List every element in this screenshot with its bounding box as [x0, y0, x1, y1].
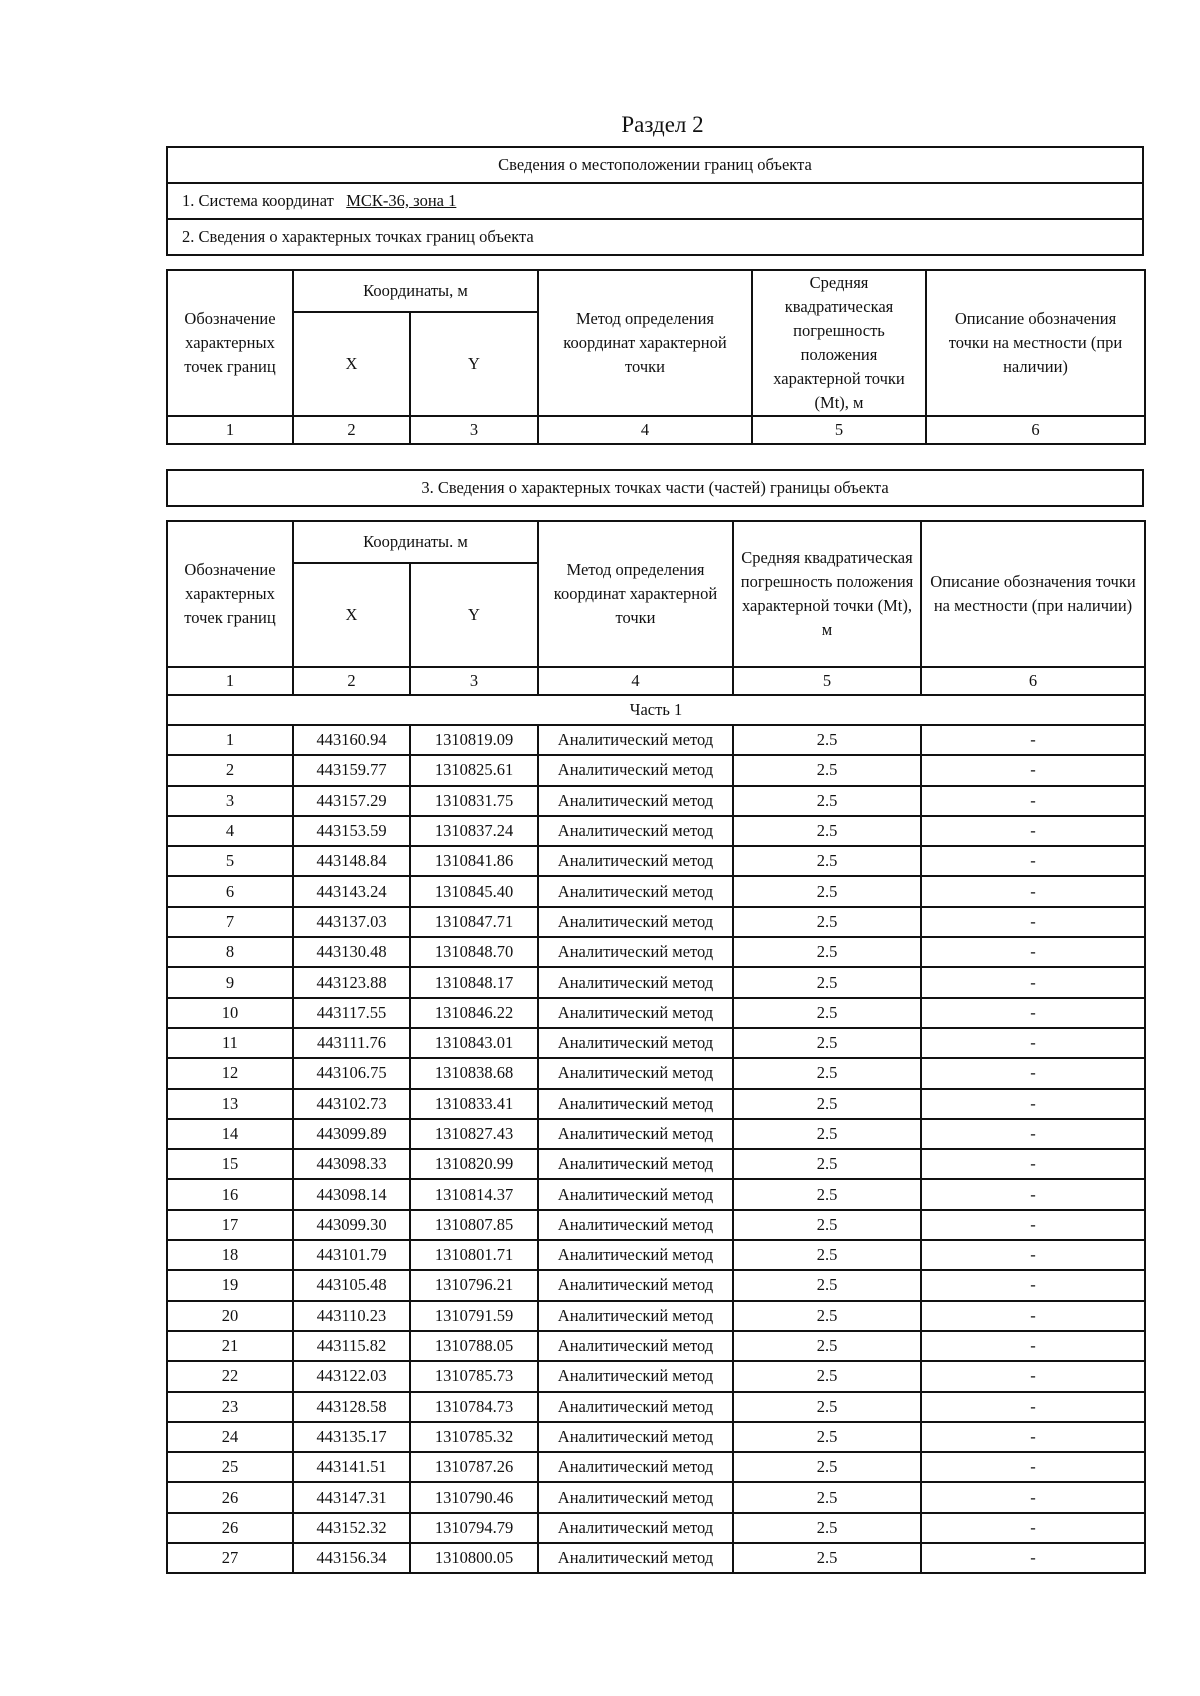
row-description: -	[921, 907, 1145, 937]
row-mt: 2.5	[733, 846, 921, 876]
row-point-number: 10	[167, 998, 293, 1028]
col-header-x: X	[293, 312, 410, 416]
row-mt: 2.5	[733, 1543, 921, 1573]
row-mt: 2.5	[733, 1210, 921, 1240]
table-row	[167, 1482, 1145, 1512]
location-info-box	[166, 146, 1144, 256]
row-method: Аналитический метод	[538, 1149, 733, 1179]
row-y: 1310846.22	[410, 998, 538, 1028]
table-row	[167, 1149, 1145, 1179]
row-x: 443148.84	[293, 846, 410, 876]
row-y: 1310837.24	[410, 816, 538, 846]
row-x: 443157.29	[293, 786, 410, 816]
row-x: 443141.51	[293, 1452, 410, 1482]
table-row	[167, 1513, 1145, 1543]
col-number: 2	[293, 667, 410, 695]
row-description: -	[921, 846, 1145, 876]
row-point-number: 12	[167, 1058, 293, 1088]
row-x: 443130.48	[293, 937, 410, 967]
row-description: -	[921, 998, 1145, 1028]
row-y: 1310788.05	[410, 1331, 538, 1361]
row-method: Аналитический метод	[538, 846, 733, 876]
row-mt: 2.5	[733, 876, 921, 906]
coordinate-system-row	[167, 183, 1143, 219]
row-y: 1310848.70	[410, 937, 538, 967]
row-x: 443152.32	[293, 1513, 410, 1543]
row-method: Аналитический метод	[538, 1543, 733, 1573]
row-point-number: 2	[167, 755, 293, 785]
col-number: 5	[733, 667, 921, 695]
row-point-number: 26	[167, 1482, 293, 1512]
row-y: 1310848.17	[410, 967, 538, 997]
row-mt: 2.5	[733, 725, 921, 755]
row-method: Аналитический метод	[538, 1452, 733, 1482]
row-description: -	[921, 1422, 1145, 1452]
row-description: -	[921, 1058, 1145, 1088]
row-point-number: 17	[167, 1210, 293, 1240]
row-x: 443111.76	[293, 1028, 410, 1058]
row-y: 1310841.86	[410, 846, 538, 876]
row-x: 443105.48	[293, 1270, 410, 1300]
row-description: -	[921, 1089, 1145, 1119]
table-row	[167, 1210, 1145, 1240]
row-method: Аналитический метод	[538, 816, 733, 846]
row-description: -	[921, 1119, 1145, 1149]
row-method: Аналитический метод	[538, 1361, 733, 1391]
table-row	[167, 876, 1145, 906]
col-header-method: Метод определения координат характерной точки	[538, 270, 752, 416]
row-method: Аналитический метод	[538, 1179, 733, 1209]
row-method: Аналитический метод	[538, 1058, 733, 1088]
row-y: 1310785.32	[410, 1422, 538, 1452]
row-description: -	[921, 1179, 1145, 1209]
col-number: 4	[538, 416, 752, 444]
row-x: 443099.30	[293, 1210, 410, 1240]
table-row	[167, 998, 1145, 1028]
row-point-number: 6	[167, 876, 293, 906]
row-mt: 2.5	[733, 1058, 921, 1088]
row-description: -	[921, 1149, 1145, 1179]
row-method: Аналитический метод	[538, 1119, 733, 1149]
row-method: Аналитический метод	[538, 1028, 733, 1058]
table-row	[167, 1392, 1145, 1422]
table-row	[167, 1028, 1145, 1058]
row-mt: 2.5	[733, 1301, 921, 1331]
row-method: Аналитический метод	[538, 1301, 733, 1331]
row-method: Аналитический метод	[538, 967, 733, 997]
row-point-number: 24	[167, 1422, 293, 1452]
row-y: 1310825.61	[410, 755, 538, 785]
row-method: Аналитический метод	[538, 998, 733, 1028]
part-points-table	[166, 520, 1146, 1574]
row-point-number: 7	[167, 907, 293, 937]
row-mt: 2.5	[733, 907, 921, 937]
row-point-number: 16	[167, 1179, 293, 1209]
col-header-error: Средняя квадратическая погрешность положения характерной точки (Mt), м	[733, 521, 921, 667]
boundary-points-table	[166, 269, 1146, 445]
row-method: Аналитический метод	[538, 1089, 733, 1119]
col-header-method: Метод определения координат характерной точки	[538, 521, 733, 667]
col-header-point: Обозначение характерных точек границ	[167, 270, 293, 416]
row-mt: 2.5	[733, 1452, 921, 1482]
row-mt: 2.5	[733, 1028, 921, 1058]
row-method: Аналитический метод	[538, 937, 733, 967]
row-x: 443117.55	[293, 998, 410, 1028]
row-mt: 2.5	[733, 1240, 921, 1270]
table-row	[167, 1422, 1145, 1452]
row-x: 443147.31	[293, 1482, 410, 1512]
part-label: Часть 1	[167, 695, 1145, 725]
row-x: 443110.23	[293, 1301, 410, 1331]
row-x: 443143.24	[293, 876, 410, 906]
row-point-number: 9	[167, 967, 293, 997]
table-row	[167, 725, 1145, 755]
row-description: -	[921, 937, 1145, 967]
row-y: 1310833.41	[410, 1089, 538, 1119]
col-header-y: Y	[410, 563, 538, 667]
row-method: Аналитический метод	[538, 1270, 733, 1300]
row-y: 1310827.43	[410, 1119, 538, 1149]
col-number: 4	[538, 667, 733, 695]
row-x: 443153.59	[293, 816, 410, 846]
row-point-number: 22	[167, 1361, 293, 1391]
row-x: 443115.82	[293, 1331, 410, 1361]
row-point-number: 18	[167, 1240, 293, 1270]
row-method: Аналитический метод	[538, 1210, 733, 1240]
row-description: -	[921, 786, 1145, 816]
row-point-number: 14	[167, 1119, 293, 1149]
row-mt: 2.5	[733, 1149, 921, 1179]
row-x: 443106.75	[293, 1058, 410, 1088]
row-description: -	[921, 1210, 1145, 1240]
table-row	[167, 1331, 1145, 1361]
row-method: Аналитический метод	[538, 1392, 733, 1422]
row-description: -	[921, 816, 1145, 846]
row-y: 1310801.71	[410, 1240, 538, 1270]
row-y: 1310791.59	[410, 1301, 538, 1331]
row-description: -	[921, 755, 1145, 785]
table-row	[167, 1119, 1145, 1149]
row-x: 443098.14	[293, 1179, 410, 1209]
row-description: -	[921, 1513, 1145, 1543]
row-x: 443123.88	[293, 967, 410, 997]
table-row	[167, 755, 1145, 785]
row-description: -	[921, 1361, 1145, 1391]
row-point-number: 23	[167, 1392, 293, 1422]
col-number: 6	[921, 667, 1145, 695]
row-method: Аналитический метод	[538, 876, 733, 906]
table-row	[167, 1058, 1145, 1088]
row-description: -	[921, 1331, 1145, 1361]
row-point-number: 20	[167, 1301, 293, 1331]
row-description: -	[921, 1452, 1145, 1482]
row-x: 443160.94	[293, 725, 410, 755]
row-mt: 2.5	[733, 1331, 921, 1361]
row-method: Аналитический метод	[538, 1422, 733, 1452]
row-y: 1310831.75	[410, 786, 538, 816]
row-x: 443102.73	[293, 1089, 410, 1119]
row-mt: 2.5	[733, 1089, 921, 1119]
row-mt: 2.5	[733, 967, 921, 997]
table-row	[167, 1089, 1145, 1119]
col-number: 1	[167, 667, 293, 695]
row-point-number: 8	[167, 937, 293, 967]
row-method: Аналитический метод	[538, 1331, 733, 1361]
table-row	[167, 1452, 1145, 1482]
col-number: 6	[926, 416, 1145, 444]
table-row	[167, 1240, 1145, 1270]
row-mt: 2.5	[733, 1119, 921, 1149]
row-method: Аналитический метод	[538, 725, 733, 755]
row-description: -	[921, 1270, 1145, 1300]
row-method: Аналитический метод	[538, 786, 733, 816]
row-y: 1310800.05	[410, 1543, 538, 1573]
row-x: 443128.58	[293, 1392, 410, 1422]
row-description: -	[921, 1543, 1145, 1573]
table-row	[167, 846, 1145, 876]
row-method: Аналитический метод	[538, 755, 733, 785]
table-row	[167, 786, 1145, 816]
row-method: Аналитический метод	[538, 907, 733, 937]
row-y: 1310807.85	[410, 1210, 538, 1240]
row-mt: 2.5	[733, 1513, 921, 1543]
row-x: 443135.17	[293, 1422, 410, 1452]
table-row	[167, 1270, 1145, 1300]
row-point-number: 25	[167, 1452, 293, 1482]
row-x: 443099.89	[293, 1119, 410, 1149]
row-point-number: 27	[167, 1543, 293, 1573]
col-header-description: Описание обозначения точки на местности (при наличии)	[921, 521, 1145, 667]
part-heading-box	[166, 469, 1144, 507]
row-x: 443137.03	[293, 907, 410, 937]
col-header-coords: Координаты. м	[293, 521, 538, 563]
col-number: 3	[410, 667, 538, 695]
row-y: 1310796.21	[410, 1270, 538, 1300]
col-number: 5	[752, 416, 926, 444]
row-description: -	[921, 1240, 1145, 1270]
table-row	[167, 1543, 1145, 1573]
table-row	[167, 937, 1145, 967]
row-point-number: 21	[167, 1331, 293, 1361]
row-y: 1310847.71	[410, 907, 538, 937]
row-mt: 2.5	[733, 1422, 921, 1452]
col-number: 2	[293, 416, 410, 444]
row-x: 443156.34	[293, 1543, 410, 1573]
row-description: -	[921, 725, 1145, 755]
row-point-number: 5	[167, 846, 293, 876]
table-row	[167, 1179, 1145, 1209]
row-y: 1310794.79	[410, 1513, 538, 1543]
row-method: Аналитический метод	[538, 1513, 733, 1543]
row-mt: 2.5	[733, 816, 921, 846]
row-point-number: 13	[167, 1089, 293, 1119]
col-header-error: Средняя квадратическая погрешность положения характерной точки (Mt), м	[752, 270, 926, 416]
row-mt: 2.5	[733, 998, 921, 1028]
row-y: 1310838.68	[410, 1058, 538, 1088]
row-point-number: 3	[167, 786, 293, 816]
row-mt: 2.5	[733, 786, 921, 816]
row-x: 443098.33	[293, 1149, 410, 1179]
location-heading: Сведения о местоположении границ объекта	[167, 147, 1143, 183]
row-x: 443122.03	[293, 1361, 410, 1391]
col-number: 3	[410, 416, 538, 444]
table-row	[167, 967, 1145, 997]
row-mt: 2.5	[733, 1270, 921, 1300]
col-header-coords: Координаты, м	[293, 270, 538, 312]
col-header-description: Описание обозначения точки на местности (при наличии)	[926, 270, 1145, 416]
row-y: 1310819.09	[410, 725, 538, 755]
row-mt: 2.5	[733, 755, 921, 785]
row-y: 1310790.46	[410, 1482, 538, 1512]
row-y: 1310845.40	[410, 876, 538, 906]
row-description: -	[921, 1028, 1145, 1058]
row-point-number: 11	[167, 1028, 293, 1058]
table-row	[167, 1301, 1145, 1331]
row-y: 1310787.26	[410, 1452, 538, 1482]
row-point-number: 4	[167, 816, 293, 846]
row-y: 1310814.37	[410, 1179, 538, 1209]
col-number: 1	[167, 416, 293, 444]
col-header-x: X	[293, 563, 410, 667]
coordinate-system-value: МСК-36, зона 1	[346, 191, 457, 210]
row-x: 443101.79	[293, 1240, 410, 1270]
row-description: -	[921, 1392, 1145, 1422]
row-point-number: 1	[167, 725, 293, 755]
coordinate-system-label: 1. Система координат	[182, 191, 334, 210]
row-description: -	[921, 967, 1145, 997]
points-heading: 2. Сведения о характерных точках границ объекта	[167, 219, 1143, 255]
row-method: Аналитический метод	[538, 1482, 733, 1512]
row-y: 1310820.99	[410, 1149, 538, 1179]
row-point-number: 26	[167, 1513, 293, 1543]
row-mt: 2.5	[733, 1361, 921, 1391]
row-y: 1310784.73	[410, 1392, 538, 1422]
row-mt: 2.5	[733, 1392, 921, 1422]
row-description: -	[921, 1482, 1145, 1512]
row-method: Аналитический метод	[538, 1240, 733, 1270]
row-y: 1310843.01	[410, 1028, 538, 1058]
row-x: 443159.77	[293, 755, 410, 785]
table-row	[167, 1361, 1145, 1391]
col-header-point: Обозначение характерных точек границ	[167, 521, 293, 667]
col-header-y: Y	[410, 312, 538, 416]
table-row	[167, 816, 1145, 846]
row-mt: 2.5	[733, 1179, 921, 1209]
row-mt: 2.5	[733, 937, 921, 967]
row-description: -	[921, 876, 1145, 906]
row-point-number: 19	[167, 1270, 293, 1300]
table-row	[167, 907, 1145, 937]
section-title: Раздел 2	[621, 112, 704, 137]
row-y: 1310785.73	[410, 1361, 538, 1391]
part-points-body	[167, 725, 1145, 1573]
row-point-number: 15	[167, 1149, 293, 1179]
part-heading: 3. Сведения о характерных точках части (частей) границы объекта	[167, 470, 1143, 506]
row-description: -	[921, 1301, 1145, 1331]
row-mt: 2.5	[733, 1482, 921, 1512]
